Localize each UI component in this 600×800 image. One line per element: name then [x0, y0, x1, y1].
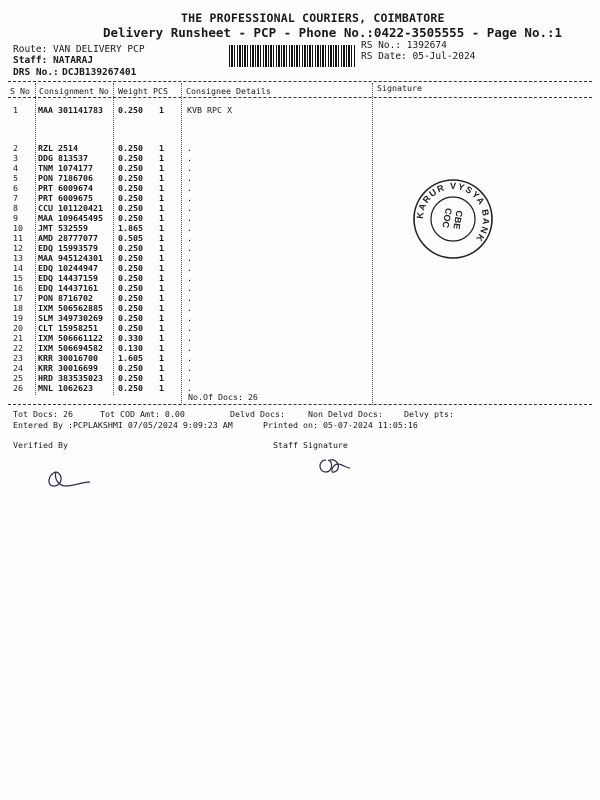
row-sno: 11	[13, 233, 23, 243]
row-sno: 17	[13, 293, 23, 303]
rs-number: RS No.: 1392674	[361, 40, 447, 51]
row-consignment: JMT 532559	[38, 223, 88, 233]
drs-number: DCJB139267401	[62, 67, 137, 78]
row-weight: 0.250	[118, 313, 143, 323]
row-consignment: KRR 30016700	[38, 353, 98, 363]
row-consignment: EDQ 14437161	[38, 283, 98, 293]
no-of-docs: No.Of Docs: 26	[188, 392, 258, 402]
row-pcs: 1	[159, 213, 164, 223]
row-details: .	[187, 143, 192, 153]
row-details: .	[187, 153, 192, 163]
row-pcs: 1	[159, 163, 164, 173]
row-pcs: 1	[159, 223, 164, 233]
row-details: .	[187, 383, 192, 393]
row-sno: 2	[13, 143, 18, 153]
row-pcs: 1	[159, 333, 164, 343]
rs-date: RS Date: 05-Jul-2024	[361, 51, 476, 62]
row-pcs: 1	[159, 303, 164, 313]
col-sno-header: S No	[10, 86, 30, 96]
row-weight: 0.250	[118, 203, 143, 213]
row-weight: 0.250	[118, 263, 143, 273]
row-sno: 9	[13, 213, 18, 223]
header-rule-bottom	[8, 97, 592, 98]
row-consignment: RZL 2514	[38, 143, 78, 153]
row-consignment: MAA 109645495	[38, 213, 103, 223]
row-sno: 7	[13, 193, 18, 203]
staff-signature	[314, 452, 354, 478]
row-weight: 0.250	[118, 105, 143, 115]
entered-by: Entered By :PCPLAKSHMI 07/05/2024 9:09:23 AM	[13, 420, 233, 430]
row-weight: 0.250	[118, 253, 143, 263]
row-consignment: MAA 945124301	[38, 253, 103, 263]
row-pcs: 1	[159, 143, 164, 153]
stamp-ring-text: KARUR VYSYA BANK	[414, 180, 492, 245]
row-weight: 0.250	[118, 293, 143, 303]
row-pcs: 1	[159, 243, 164, 253]
row-consignment: EDQ 14437159	[38, 273, 98, 283]
col-separator	[181, 83, 182, 405]
row-sno: 14	[13, 263, 23, 273]
verified-by-label: Verified By	[13, 440, 68, 450]
page-title: THE PROFESSIONAL COURIERS, COIMBATORE	[181, 11, 445, 25]
row-consignment: HRD 383535023	[38, 373, 103, 383]
row-sno: 15	[13, 273, 23, 283]
row-consignment: CCU 101120421	[38, 203, 103, 213]
row-sno: 24	[13, 363, 23, 373]
row-consignment: TNM 1074177	[38, 163, 93, 173]
row-weight: 1.865	[118, 223, 143, 233]
row-pcs: 1	[159, 353, 164, 363]
table-rule-bottom	[8, 404, 592, 405]
row-details: .	[187, 313, 192, 323]
row-weight: 0.250	[118, 243, 143, 253]
row-pcs: 1	[159, 343, 164, 353]
verified-by-signature	[42, 462, 92, 492]
row-sno: 21	[13, 333, 23, 343]
staff-signature-label: Staff Signature	[273, 440, 348, 450]
col-pcs-header: PCS	[153, 86, 168, 96]
col-separator	[113, 83, 114, 395]
row-pcs: 1	[159, 293, 164, 303]
row-pcs: 1	[159, 273, 164, 283]
row-sno: 25	[13, 373, 23, 383]
row-pcs: 1	[159, 203, 164, 213]
row-sno: 13	[13, 253, 23, 263]
row-weight: 0.250	[118, 303, 143, 313]
row-details: .	[187, 173, 192, 183]
delvy-pts: Delvy pts:	[404, 409, 454, 419]
row-consignment: MAA 301141783	[38, 105, 103, 115]
row-details: .	[187, 193, 192, 203]
row-weight: 0.250	[118, 213, 143, 223]
row-pcs: 1	[159, 263, 164, 273]
row-weight: 1.605	[118, 353, 143, 363]
row-pcs: 1	[159, 373, 164, 383]
row-details: .	[187, 343, 192, 353]
row-pcs: 1	[159, 173, 164, 183]
row-sno: 18	[13, 303, 23, 313]
row-pcs: 1	[159, 363, 164, 373]
row-details: .	[187, 243, 192, 253]
barcode	[229, 45, 355, 67]
row-details: .	[187, 323, 192, 333]
row-details: .	[187, 353, 192, 363]
row-consignment: EDQ 10244947	[38, 263, 98, 273]
row-details: .	[187, 263, 192, 273]
tot-docs: Tot Docs: 26	[13, 409, 73, 419]
row-weight: 0.250	[118, 163, 143, 173]
tot-cod-amt: Tot COD Amt: 0.00	[100, 409, 185, 419]
row-weight: 0.330	[118, 333, 143, 343]
row-pcs: 1	[159, 283, 164, 293]
row-pcs: 1	[159, 383, 164, 393]
row-details: .	[187, 233, 192, 243]
col-consignment-header: Consignment No	[39, 86, 109, 96]
row-consignment: IXM 506562885	[38, 303, 103, 313]
row-sno: 8	[13, 203, 18, 213]
row-pcs: 1	[159, 153, 164, 163]
row-weight: 0.250	[118, 153, 143, 163]
stamp-center-top: CBE	[451, 209, 465, 231]
col-signature-header: Signature	[377, 83, 422, 93]
row-details: .	[187, 203, 192, 213]
row-weight: 0.505	[118, 233, 143, 243]
row-details: .	[187, 303, 192, 313]
row-weight: 0.250	[118, 143, 143, 153]
row-sno: 20	[13, 323, 23, 333]
row-pcs: 1	[159, 323, 164, 333]
row-consignment: PRT 6009675	[38, 193, 93, 203]
page-subtitle: Delivery Runsheet - PCP - Phone No.:0422-3505555 - Page No.:1	[103, 25, 563, 40]
row-consignment: PON 8716702	[38, 293, 93, 303]
drs-label: DRS No.:	[13, 67, 59, 78]
row-weight: 0.250	[118, 193, 143, 203]
row-sno: 12	[13, 243, 23, 253]
col-details-header: Consignee Details	[186, 86, 271, 96]
col-separator	[372, 83, 373, 405]
row-pcs: 1	[159, 253, 164, 263]
row-weight: 0.250	[118, 183, 143, 193]
row-weight: 0.250	[118, 363, 143, 373]
row-details: .	[187, 183, 192, 193]
header-rule-top	[8, 81, 592, 82]
row-details: .	[187, 283, 192, 293]
row-pcs: 1	[159, 233, 164, 243]
stamp-center-bottom: COC	[440, 207, 454, 229]
row-sno: 6	[13, 183, 18, 193]
row-consignment: PRT 6009674	[38, 183, 93, 193]
row-details: .	[187, 293, 192, 303]
row-weight: 0.250	[118, 383, 143, 393]
row-consignment: PON 7186706	[38, 173, 93, 183]
row-weight: 0.250	[118, 373, 143, 383]
route-label: Route: VAN DELIVERY PCP	[13, 44, 145, 55]
row-weight: 0.250	[118, 323, 143, 333]
row-consignment: KRR 30016699	[38, 363, 98, 373]
row-sno: 5	[13, 173, 18, 183]
row-details: .	[187, 253, 192, 263]
printed-on: Printed on: 05-07-2024 11:05:16	[263, 420, 418, 430]
row-weight: 0.130	[118, 343, 143, 353]
row-sno: 23	[13, 353, 23, 363]
row-weight: 0.250	[118, 173, 143, 183]
row-sno: 26	[13, 383, 23, 393]
row-weight: 0.250	[118, 283, 143, 293]
row-details: .	[187, 213, 192, 223]
row-sno: 1	[13, 105, 18, 115]
row-consignment: MNL 1062623	[38, 383, 93, 393]
row-details: .	[187, 373, 192, 383]
staff-label: Staff: NATARAJ	[13, 55, 94, 66]
row-details: .	[187, 363, 192, 373]
row-pcs: 1	[159, 105, 164, 115]
row-consignment: IXM 506694582	[38, 343, 103, 353]
row-pcs: 1	[159, 183, 164, 193]
col-weight-header: Weight	[118, 86, 148, 96]
row-sno: 16	[13, 283, 23, 293]
row-details: .	[187, 273, 192, 283]
row-pcs: 1	[159, 193, 164, 203]
delvd-docs: Delvd Docs:	[230, 409, 285, 419]
row-sno: 4	[13, 163, 18, 173]
col-separator	[35, 83, 36, 395]
bank-stamp	[412, 178, 494, 260]
row-consignment: EDQ 15993579	[38, 243, 98, 253]
row-sno: 22	[13, 343, 23, 353]
bank-stamp-seal	[412, 178, 494, 260]
row-consignment: IXM 506661122	[38, 333, 103, 343]
non-delvd-docs: Non Delvd Docs:	[308, 409, 383, 419]
row-weight: 0.250	[118, 273, 143, 283]
row-details: .	[187, 163, 192, 173]
row-sno: 19	[13, 313, 23, 323]
row-sno: 10	[13, 223, 23, 233]
row-consignment: AMD 28777077	[38, 233, 98, 243]
row-consignment: DDG 813537	[38, 153, 88, 163]
row-consignment: SLM 349730269	[38, 313, 103, 323]
row-consignment: CLT 15958251	[38, 323, 98, 333]
row-details: KVB RPC X	[187, 105, 232, 115]
row-pcs: 1	[159, 313, 164, 323]
row-details: .	[187, 223, 192, 233]
row-details: .	[187, 333, 192, 343]
row-sno: 3	[13, 153, 18, 163]
